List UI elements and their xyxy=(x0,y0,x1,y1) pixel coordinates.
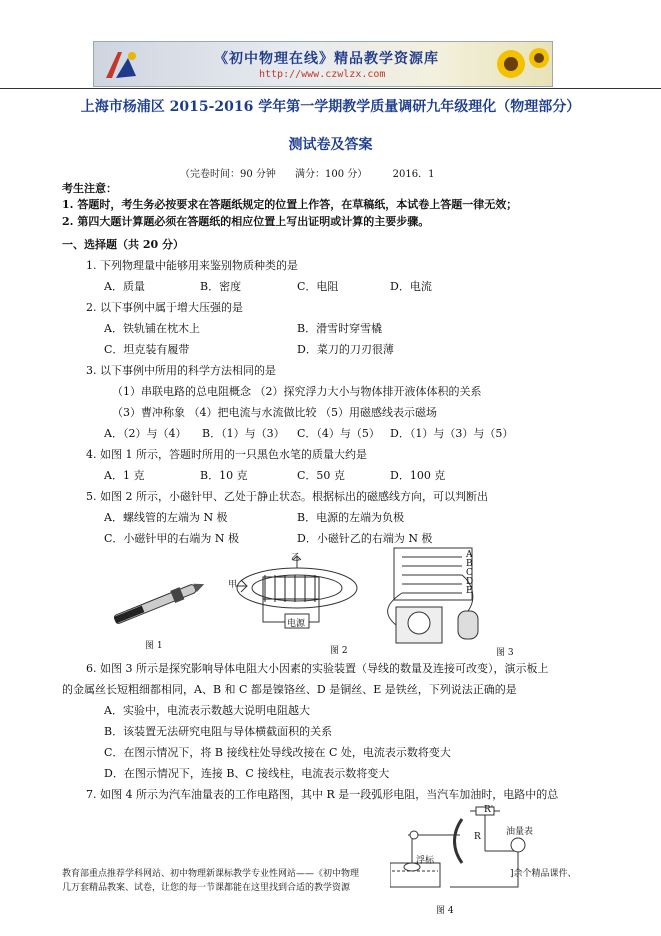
q2-option-a: A．铁轨铺在枕木上 xyxy=(104,322,200,335)
figure-2-label-power: 电源 xyxy=(287,619,306,629)
figure-1-caption: 图 1 xyxy=(145,641,163,651)
figure-4-label-r: R xyxy=(474,832,481,842)
q3-option-a: A．（2）与（4） xyxy=(104,427,187,440)
exam-subtitle: 测试卷及答案 xyxy=(288,137,373,153)
q5-option-d: D．小磁针乙的右端为 N 极 xyxy=(297,532,433,545)
q6-option-c: C．在图示情况下，将 B 接线柱处导线改接在 C 处，电流表示数将变大 xyxy=(104,746,451,759)
q3-line-2: （3）曹冲称象 （4）把电流与水流做比较 （5）用磁感线表示磁场 xyxy=(112,406,437,419)
q6-option-a: A．实验中，电流表示数越大说明电阻越大 xyxy=(104,704,310,717)
q5-option-c: C．小磁针甲的右端为 N 极 xyxy=(104,532,240,545)
q3-option-b: B．（1）与（3） xyxy=(202,427,285,440)
site-banner xyxy=(93,41,553,87)
q2-option-b: B．滑雪时穿雪橇 xyxy=(297,322,383,335)
header-rule xyxy=(0,88,661,89)
figure-4-label-r-prime: R' xyxy=(484,805,494,815)
footer-line-1: 教育部重点推荐学科网站、初中物理新课标教学专业性网站——《初中物理 xyxy=(62,869,360,879)
notice-heading: 考生注意： xyxy=(62,182,117,195)
figure-2-solenoid xyxy=(225,550,365,650)
question-6-cont: 的金属丝长短粗细都相同，A、B 和 C 都是镍铬丝、D 是铜丝、E 是铁丝，下列说法正确的是 xyxy=(62,683,517,696)
q5-option-a: A．螺线管的左端为 N 极 xyxy=(104,511,228,524)
figure-4-label-gauge: 油量表 xyxy=(506,827,534,837)
figure-3-label-b: B xyxy=(466,559,473,569)
q4-option-b: B．10 克 xyxy=(200,469,248,482)
exam-meta: （完卷时间：90 分钟 满分：100 分） 2016．1 xyxy=(180,169,435,180)
q1-option-c: C．电阻 xyxy=(297,280,339,293)
notice-item-2: 2. 第四大题计算题必须在答题纸的相应位置上写出证明或计算的主要步骤。 xyxy=(62,215,430,228)
q1-option-a: A．质量 xyxy=(104,280,145,293)
figure-3-label-e: E xyxy=(466,586,473,596)
figure-3-label-d: D xyxy=(466,577,474,587)
sunflower-icon xyxy=(489,42,551,86)
notice-item-1: 1. 答题时，考生务必按要求在答题纸规定的位置上作答，在草稿纸，本试卷上答题一律无效； xyxy=(62,198,518,211)
q6-option-b: B．该装置无法研究电阻与导体横截面积的关系 xyxy=(104,725,333,738)
figure-4-label-float: 浮标 xyxy=(416,856,435,866)
q3-line-1: （1）串联电路的总电阻概念 （2）探究浮力大小与物体排开液体体积的关系 xyxy=(112,385,482,398)
question-1: 1. 下列物理量中能够用来鉴别物质种类的是 xyxy=(86,259,298,272)
q4-option-d: D．100 克 xyxy=(390,469,446,482)
footer-line-2: 几万套精品教案、试卷，让您的每一节课都能在这里找到合适的教学资源 xyxy=(62,883,351,893)
q3-option-c: C．（4）与（5） xyxy=(297,427,380,440)
question-4: 4. 如图 1 所示，答题时所用的一只黑色水笔的质量大约是 xyxy=(86,448,367,461)
figure-2-label-jia: 甲 xyxy=(228,580,238,590)
question-2: 2. 以下事例中属于增大压强的是 xyxy=(86,301,243,314)
q2-option-d: D．菜刀的刀刃很薄 xyxy=(297,343,394,356)
question-7: 7. 如图 4 所示为汽车油量表的工作电路图，其中 R 是一段弧形电阻，当汽车加油时，电路中的总 xyxy=(86,788,559,801)
q4-option-c: C．50 克 xyxy=(297,469,345,482)
figure-3-label-c: C xyxy=(466,568,473,578)
exam-title: 上海市杨浦区 2015-2016 学年第一学期教学质量调研九年级理化（物理部分） xyxy=(80,99,581,115)
question-6: 6. 如图 3 所示是探究影响导体电阻大小因素的实验装置（导线的数量及连接可改变），演示板上 xyxy=(86,662,549,675)
site-logo-icon xyxy=(102,46,142,82)
question-3: 3. 以下事例中所用的科学方法相同的是 xyxy=(86,364,276,377)
figure-2-label-yi: 乙 xyxy=(291,553,301,563)
banner-title: 《初中物理在线》精品教学资源库 xyxy=(214,51,439,67)
q1-option-d: D．电流 xyxy=(390,280,432,293)
footer-line-1b: ]余个精品课件、 xyxy=(510,869,577,879)
q3-option-d: D．（1）与（3）与（5） xyxy=(390,427,514,440)
q2-option-c: C．坦克装有履带 xyxy=(104,343,190,356)
question-5: 5. 如图 2 所示，小磁针甲、乙处于静止状态。根据标出的磁感线方向，可以判断出 xyxy=(86,490,488,503)
figure-3-label-a: A xyxy=(466,550,473,560)
q1-option-b: B．密度 xyxy=(200,280,242,293)
figure-1-pen xyxy=(104,568,214,638)
figure-4-caption: 图 4 xyxy=(436,906,454,916)
q5-option-b: B．电源的左端为负极 xyxy=(297,511,405,524)
q6-option-d: D．在图示情况下，连接 B、C 接线柱，电流表示数将变大 xyxy=(104,767,390,780)
section-heading: 一、选择题（共 20 分） xyxy=(62,238,184,251)
banner-url[interactable]: http://www.czwlzx.com xyxy=(259,69,386,80)
figure-2-caption: 图 2 xyxy=(330,646,348,656)
q4-option-a: A．1 克 xyxy=(104,469,145,482)
figure-4-circuit xyxy=(390,805,540,895)
figure-3-apparatus xyxy=(374,545,494,650)
figure-3-caption: 图 3 xyxy=(496,648,514,658)
